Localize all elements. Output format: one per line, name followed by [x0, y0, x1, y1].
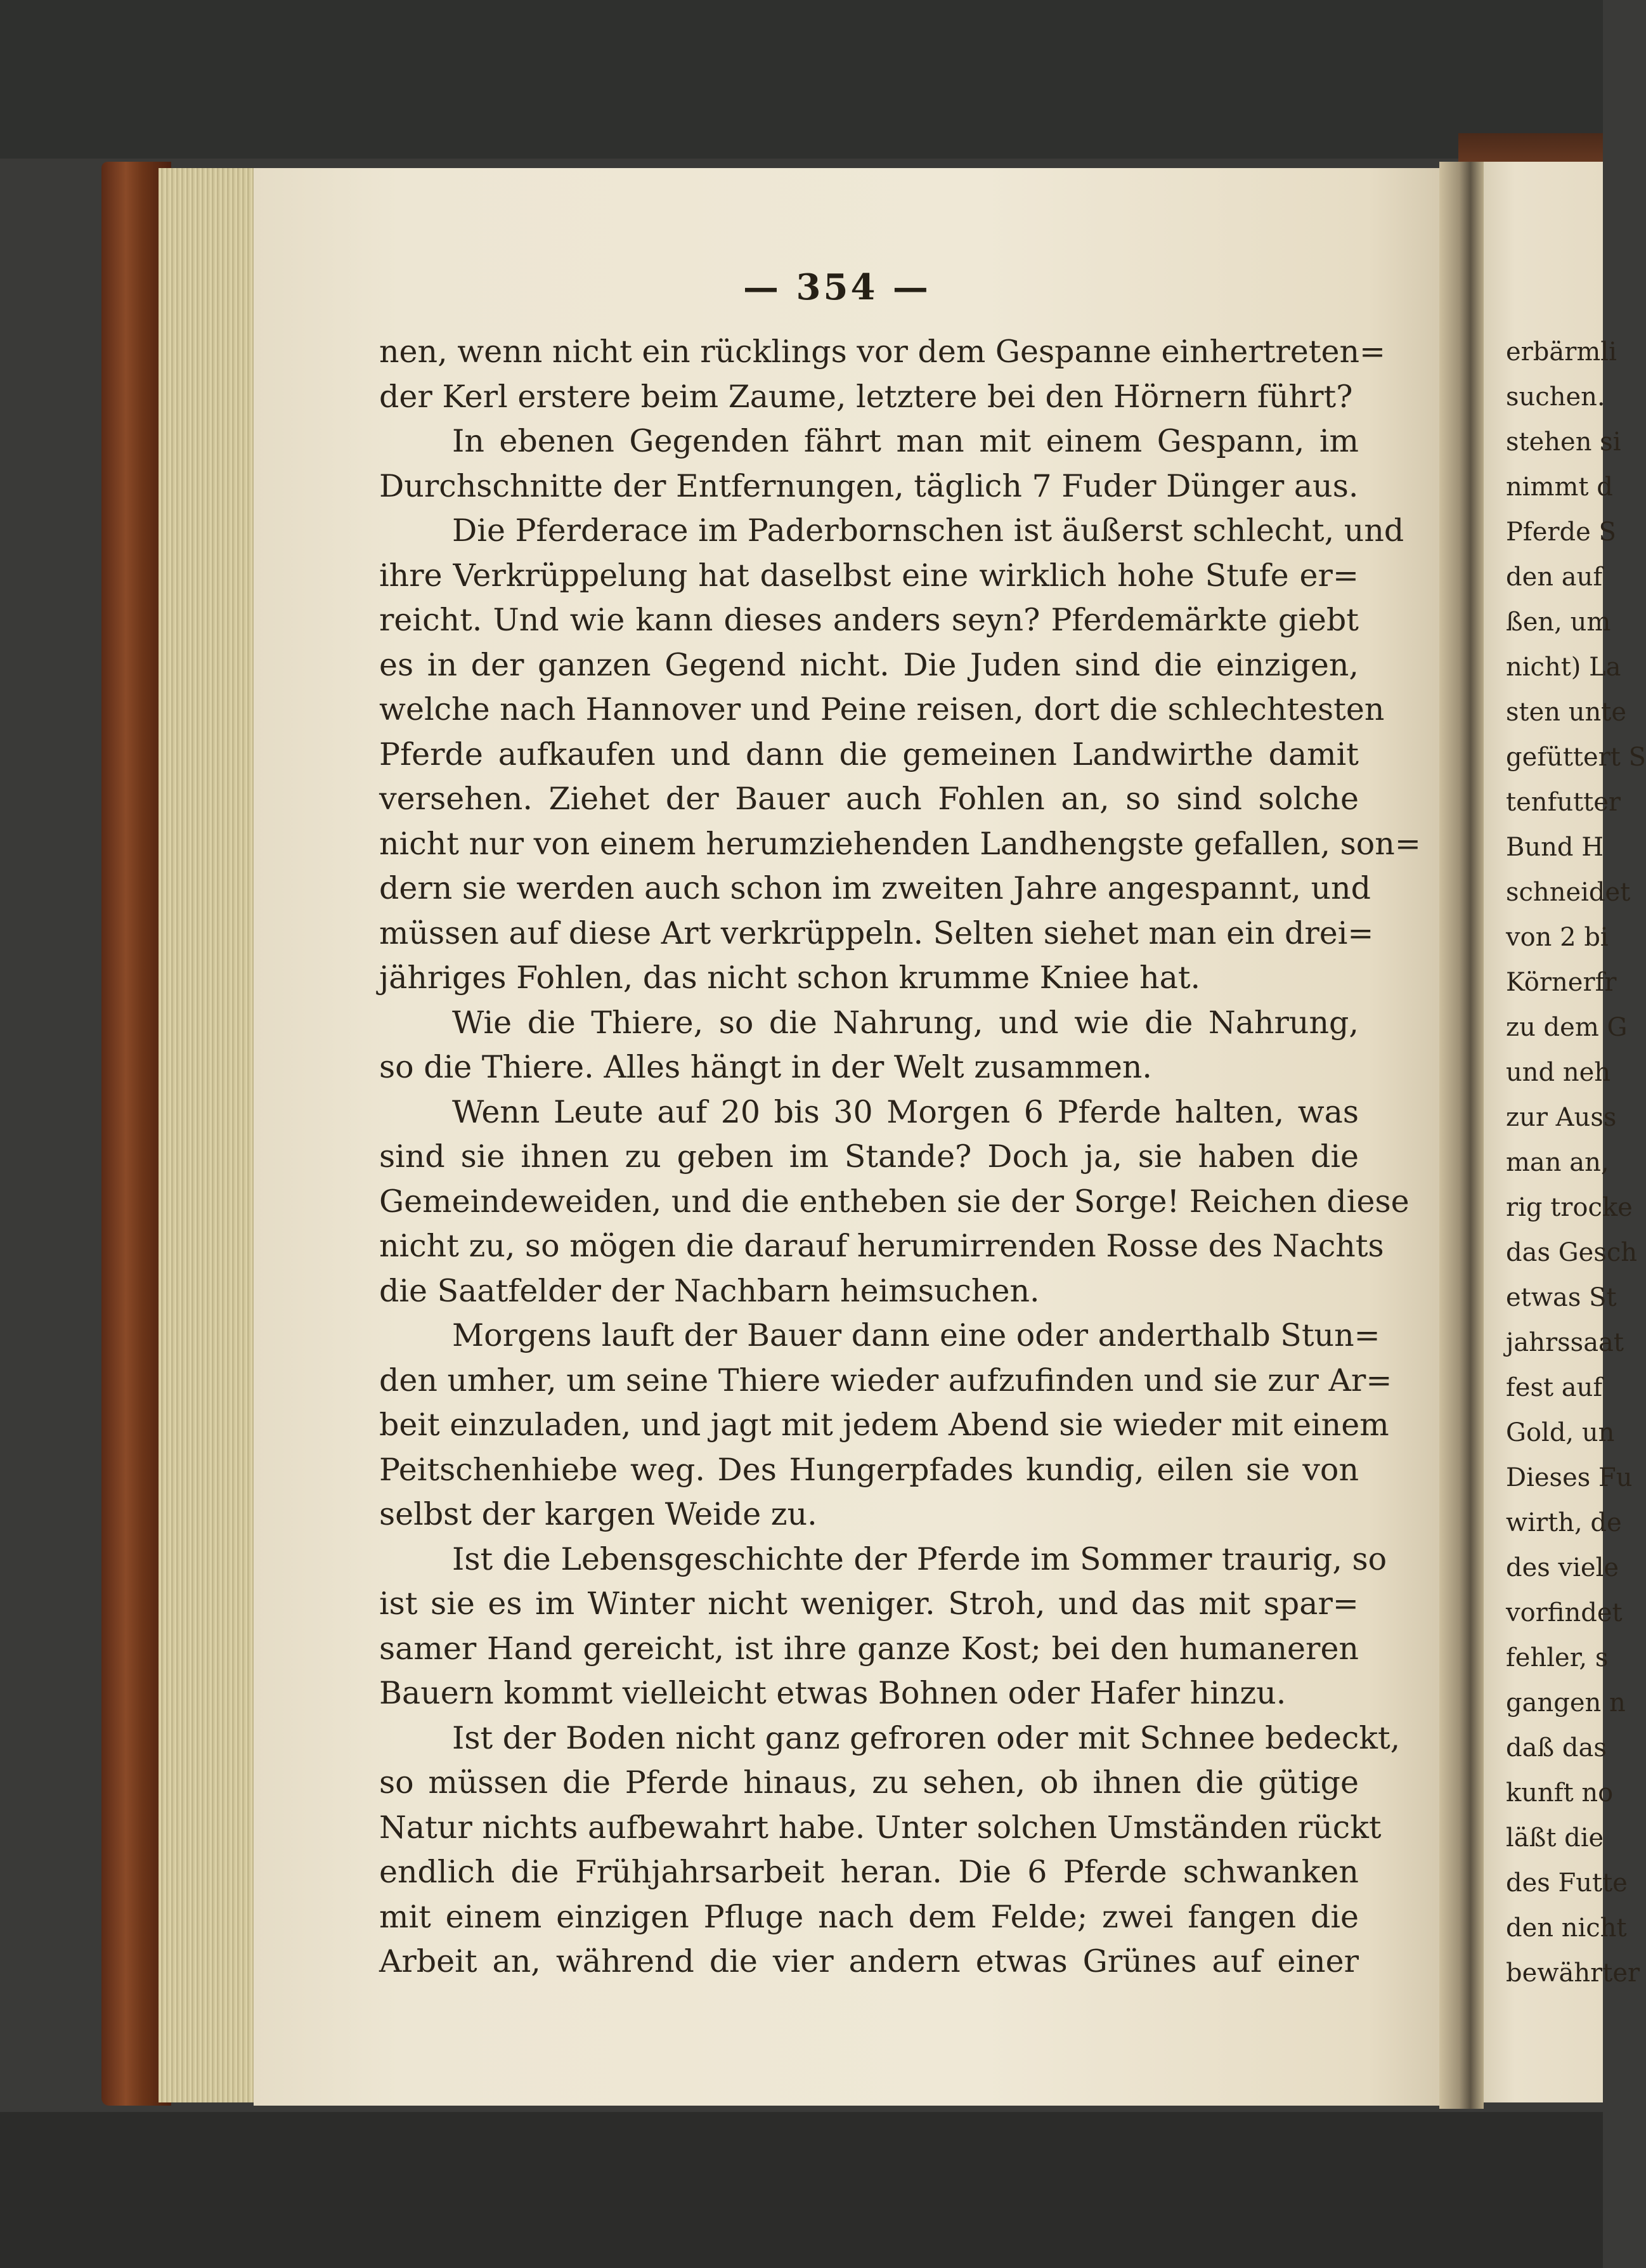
right-page-line: sten unte — [1506, 698, 1627, 727]
text-line: selbst der kargen Weide zu. — [379, 1496, 817, 1532]
right-page-line: Pferde S — [1506, 518, 1616, 547]
text-line: so die Thiere. Alles hängt in der Welt zusammen. — [379, 1049, 1152, 1085]
right-page-line: gefüttert S — [1506, 743, 1646, 772]
right-page-line: suchen. — [1506, 382, 1605, 412]
text-line: samer Hand gereicht, ist ihre ganze Kost; bei den humaneren — [379, 1630, 1359, 1667]
page-number: — 354 — — [743, 266, 931, 308]
right-page-line: Bund H — [1506, 833, 1604, 862]
text-line: Bauern kommt vielleicht etwas Bohnen oder Hafer hinzu. — [379, 1675, 1286, 1711]
text-line: Peitschenhiebe weg. Des Hungerpfades kundig, eilen sie von — [379, 1451, 1359, 1488]
right-page-line: jahrssaat — [1506, 1328, 1624, 1357]
right-page-line: schneidet — [1506, 878, 1631, 907]
right-page-line: und neh — [1506, 1058, 1611, 1087]
right-page-line: nimmt d — [1506, 472, 1613, 502]
text-line: nicht nur von einem herumziehenden Landhengste gefallen, son= — [379, 825, 1421, 862]
right-page-line: Gold, un — [1506, 1418, 1615, 1447]
text-line: In ebenen Gegenden fährt man mit einem Gespann, im — [452, 423, 1359, 459]
text-line: Wie die Thiere, so die Nahrung, und wie die Nahrung, — [452, 1004, 1359, 1041]
text-line: Natur nichts aufbewahrt habe. Unter solchen Umständen rückt — [379, 1809, 1382, 1846]
text-line: ihre Verkrüppelung hat daselbst eine wirklich hohe Stufe er= — [379, 557, 1359, 594]
right-page-line: nicht) La — [1506, 653, 1621, 682]
right-page-line: den auf — [1506, 563, 1603, 592]
right-page-line: erbärmli — [1506, 337, 1617, 367]
right-page-line: läßt die — [1506, 1823, 1604, 1853]
main-text-block — [379, 330, 1421, 1984]
text-line: der Kerl erstere beim Zaume, letztere bei den Hörnern führt? — [379, 378, 1353, 415]
text-line: Durchschnitte der Entfernungen, täglich 7 Fuder Dünger aus. — [379, 467, 1359, 504]
text-line: jähriges Fohlen, das nicht schon krumme Kniee hat. — [379, 960, 1201, 996]
text-line: den umher, um seine Thiere wieder aufzufinden und sie zur Ar= — [379, 1362, 1392, 1398]
text-line: Die Pferderace im Paderbornschen ist äußerst schlecht, und — [452, 512, 1404, 549]
right-page-line: fehler, s — [1506, 1643, 1609, 1672]
right-page-line: das Gesch — [1506, 1238, 1638, 1267]
text-line: nicht zu, so mögen die darauf herumirrenden Rosse des Nachts — [379, 1228, 1384, 1264]
right-page-line: kunft no — [1506, 1778, 1614, 1808]
text-line: Pferde aufkaufen und dann die gemeinen Landwirthe damit — [379, 736, 1359, 772]
right-page-line: etwas St — [1506, 1283, 1617, 1312]
text-line: reicht. Und wie kann dieses anders seyn? Pferdemärkte giebt — [379, 602, 1359, 638]
backdrop-top — [0, 0, 1603, 159]
right-page-line: Dieses Fu — [1506, 1463, 1633, 1492]
text-line: mit einem einzigen Pfluge nach dem Felde; zwei fangen die — [379, 1898, 1359, 1935]
text-line: ist sie es im Winter nicht weniger. Stroh, und das mit spar= — [379, 1586, 1359, 1622]
text-line: so müssen die Pferde hinaus, zu sehen, ob ihnen die gütige — [379, 1764, 1359, 1801]
text-line: dern sie werden auch schon im zweiten Jahre angespannt, und — [379, 870, 1371, 906]
text-line: Gemeindeweiden, und die entheben sie der Sorge! Reichen diese — [379, 1183, 1409, 1220]
right-page-line: des viele — [1506, 1553, 1619, 1582]
right-page-line: ßen, um — [1506, 608, 1611, 637]
right-page-line: zur Auss — [1506, 1103, 1617, 1132]
right-page-line: bewährter — [1506, 1958, 1640, 1988]
right-page-line: stehen si — [1506, 427, 1621, 457]
text-line: Wenn Leute auf 20 bis 30 Morgen 6 Pferde halten, was — [452, 1093, 1359, 1130]
backdrop-bottom — [0, 2112, 1603, 2268]
right-page-line: zu dem G — [1506, 1013, 1628, 1042]
text-line: versehen. Ziehet der Bauer auch Fohlen an, so sind solche — [379, 781, 1359, 817]
text-line: nen, wenn nicht ein rücklings vor dem Gespanne einhertreten= — [379, 334, 1386, 370]
right-page-line: von 2 bi — [1506, 923, 1609, 952]
text-line: beit einzuladen, und jagt mit jedem Abend sie wieder mit einem — [379, 1407, 1389, 1443]
text-line: es in der ganzen Gegend nicht. Die Juden sind die einzigen, — [379, 646, 1359, 683]
right-page-line: tenfutter — [1506, 788, 1621, 817]
right-page-line: Körnerfr — [1506, 968, 1617, 997]
text-line: sind sie ihnen zu geben im Stande? Doch ja, sie haben die — [379, 1138, 1359, 1175]
text-line: Ist der Boden nicht ganz gefroren oder mit Schnee bedeckt, — [452, 1719, 1401, 1756]
right-page-line: den nicht — [1506, 1913, 1627, 1943]
text-line: welche nach Hannover und Peine reisen, dort die schlechtesten — [379, 691, 1385, 727]
text-line: die Saatfelder der Nachbarn heimsuchen. — [379, 1272, 1040, 1309]
right-page-line: daß das — [1506, 1733, 1607, 1763]
text-line: müssen auf diese Art verkrüppeln. Selten siehet man ein drei= — [379, 915, 1374, 951]
right-page-line: fest auf — [1506, 1373, 1603, 1402]
right-page-line: gangen n — [1506, 1688, 1626, 1717]
text-line: endlich die Frühjahrsarbeit heran. Die 6 Pferde schwanken — [379, 1854, 1359, 1890]
right-page-line: vorfindet — [1506, 1598, 1623, 1627]
book-gutter — [1439, 162, 1484, 2109]
text-line: Ist die Lebensgeschichte der Pferde im Sommer traurig, so — [452, 1541, 1387, 1577]
text-line: Arbeit an, während die vier andern etwas Grünes auf einer — [379, 1943, 1359, 1979]
text-line: Morgens lauft der Bauer dann eine oder anderthalb Stun= — [452, 1317, 1380, 1353]
right-page-line: man an, — [1506, 1148, 1609, 1177]
right-page-line: rig trocke — [1506, 1193, 1633, 1222]
page-edges — [159, 168, 261, 2102]
right-page-line: des Futte — [1506, 1868, 1628, 1898]
right-page-line: wirth, de — [1506, 1508, 1622, 1537]
right-page-text — [1506, 330, 1646, 1996]
